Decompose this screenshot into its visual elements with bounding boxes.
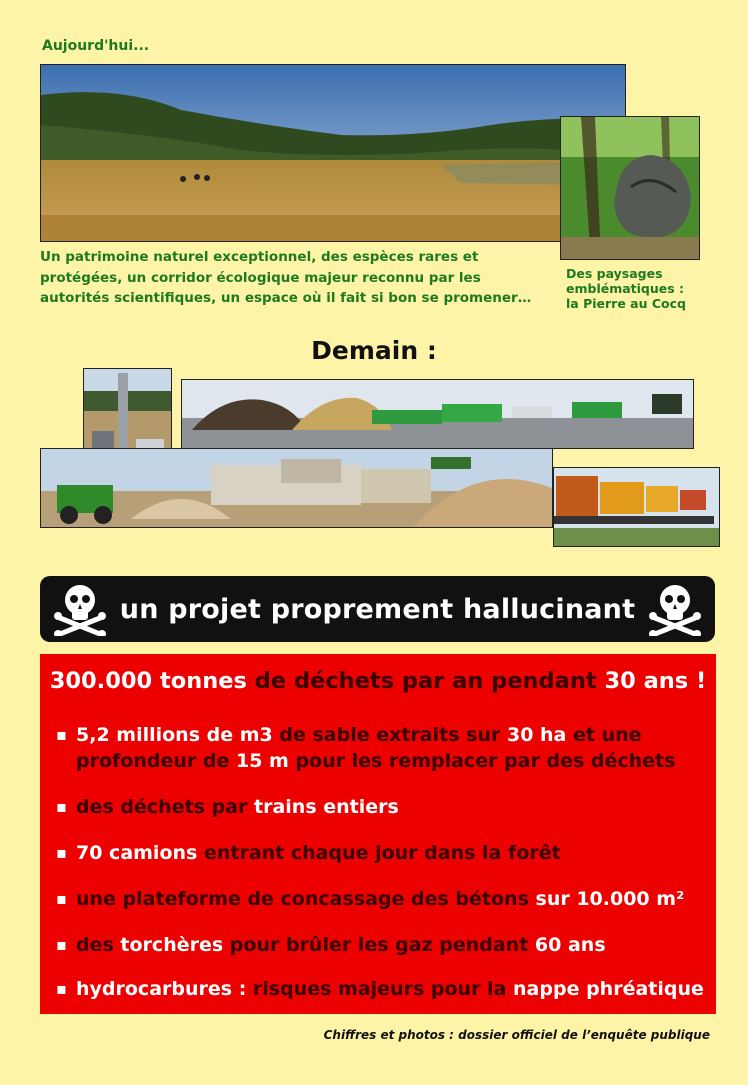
fact-text: hydrocarbures :	[76, 978, 253, 1000]
caption-line: la Pierre au Cocq	[566, 296, 686, 311]
skull-crossbones-icon	[54, 582, 106, 636]
fact-text: torchères	[120, 934, 224, 956]
fact-text: pour les remplacer par des déchets	[288, 750, 676, 772]
headline-part: 300.000 tonnes	[49, 668, 247, 694]
project-facts-box	[40, 654, 716, 1014]
caption-line: Des paysages	[566, 266, 663, 281]
headline	[40, 668, 716, 694]
freight-train-photo	[553, 467, 720, 547]
concrete-crusher-photo	[40, 448, 553, 528]
demain-title: Demain :	[311, 336, 437, 365]
bullet-marker-icon: ▪	[56, 797, 67, 816]
fact-text: risques majeurs pour la	[252, 978, 514, 1000]
bullet-marker-icon: ▪	[56, 935, 67, 954]
waste-site-panorama-photo	[181, 379, 694, 449]
skull-crossbones-icon	[649, 582, 701, 636]
fact-text: des	[76, 934, 121, 956]
fact-text: et une profondeur de	[76, 724, 642, 772]
fact-text: 5,2 millions de m3	[76, 724, 273, 746]
fact-text: 70 camions	[76, 842, 198, 864]
banner-text: un projet proprement hallucinant	[119, 593, 636, 625]
fact-item	[56, 976, 706, 1002]
fact-text: sur 10.000 m²	[528, 888, 685, 910]
fact-text: de sable extraits sur	[272, 724, 507, 746]
fact-item	[56, 886, 706, 912]
fact-text: 60 ans	[534, 934, 606, 956]
fact-text: 30 ha	[506, 724, 567, 746]
heathland-panorama-photo	[40, 64, 626, 242]
fact-text: 15 m	[235, 750, 289, 772]
fact-text: entrant chaque jour dans la forêt	[197, 842, 561, 864]
bullet-marker-icon: ▪	[56, 889, 67, 908]
bullet-marker-icon: ▪	[56, 725, 67, 744]
bullet-marker-icon: ▪	[56, 843, 67, 862]
summary-line: protégées, un corridor écologique majeur reconnu par les	[40, 269, 481, 286]
natural-heritage-summary	[40, 247, 560, 309]
fact-item	[56, 840, 706, 866]
today-label: Aujourd'hui...	[42, 38, 150, 54]
pierre-au-cocq-photo	[560, 116, 700, 260]
credits-note: Chiffres et photos : dossier officiel de l’enquête publique	[323, 1028, 710, 1042]
fact-text: une plateforme de concassage des bétons	[76, 888, 529, 910]
fact-text: nappe phréatique	[513, 978, 704, 1000]
headline-part: 30 ans !	[604, 668, 707, 694]
bullet-marker-icon: ▪	[56, 979, 67, 998]
fact-text: des déchets par	[76, 796, 254, 818]
summary-line: autorités scientifiques, un espace où il fait si bon se promener…	[40, 290, 532, 306]
caption-line: emblématiques :	[566, 281, 685, 296]
fact-item	[56, 722, 706, 774]
headline-part: de déchets par an pendant	[246, 668, 605, 694]
fact-item	[56, 932, 706, 958]
fact-item	[56, 794, 706, 820]
summary-line: Un patrimoine naturel exceptionnel, des espèces rares et	[40, 249, 479, 265]
hallucinating-project-banner	[40, 576, 715, 642]
fact-text: pour brûler les gaz pendant	[223, 934, 535, 956]
fact-text: trains entiers	[254, 796, 399, 818]
pierre-au-cocq-caption	[566, 266, 716, 311]
